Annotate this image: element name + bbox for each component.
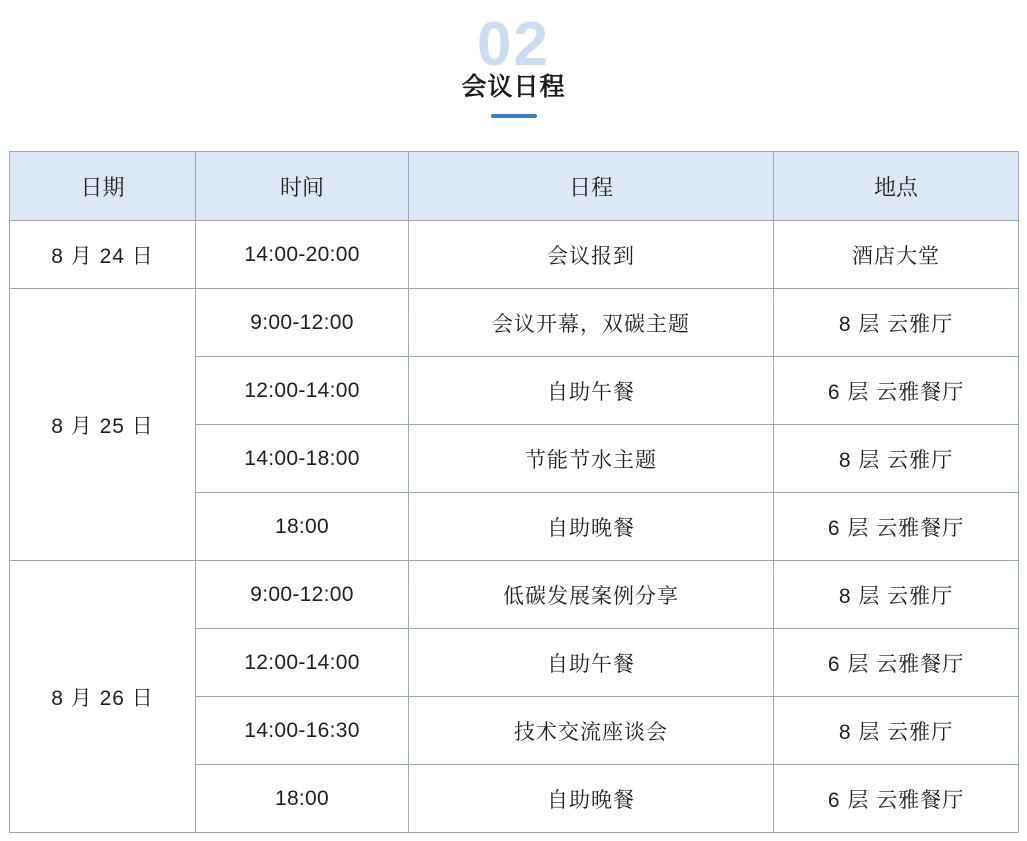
column-header-place: 地点 — [774, 152, 1019, 221]
cell-agenda: 会议报到 — [409, 221, 774, 289]
cell-time: 9:00-12:00 — [196, 561, 409, 629]
cell-time: 14:00-16:30 — [196, 697, 409, 765]
cell-agenda: 低碳发展案例分享 — [409, 561, 774, 629]
cell-agenda: 会议开幕，双碳主题 — [409, 289, 774, 357]
cell-place: 6 层 云雅餐厅 — [774, 357, 1019, 425]
cell-time: 9:00-12:00 — [196, 289, 409, 357]
schedule-table-container — [9, 151, 1018, 833]
cell-date: 8 月 26 日 — [10, 561, 196, 833]
cell-agenda: 自助午餐 — [409, 629, 774, 697]
cell-place: 8 层 云雅厅 — [774, 561, 1019, 629]
cell-place: 8 层 云雅厅 — [774, 289, 1019, 357]
table-row — [10, 561, 1019, 629]
cell-date: 8 月 25 日 — [10, 289, 196, 561]
cell-time: 18:00 — [196, 493, 409, 561]
cell-agenda: 自助午餐 — [409, 357, 774, 425]
table-header — [10, 152, 1019, 221]
cell-agenda: 技术交流座谈会 — [409, 697, 774, 765]
column-header-time: 时间 — [196, 152, 409, 221]
table-body — [10, 221, 1019, 833]
column-header-agenda: 日程 — [409, 152, 774, 221]
cell-agenda: 自助晚餐 — [409, 765, 774, 833]
cell-place: 8 层 云雅厅 — [774, 697, 1019, 765]
section-number: 02 — [477, 10, 550, 79]
cell-time: 18:00 — [196, 765, 409, 833]
cell-time: 12:00-14:00 — [196, 629, 409, 697]
title-underline — [491, 114, 537, 118]
page-title: 会议日程 — [461, 73, 566, 101]
table-row — [10, 289, 1019, 357]
cell-place: 酒店大堂 — [774, 221, 1019, 289]
table-row — [10, 221, 1019, 289]
cell-place: 6 层 云雅餐厅 — [774, 629, 1019, 697]
cell-place: 8 层 云雅厅 — [774, 425, 1019, 493]
cell-time: 14:00-20:00 — [196, 221, 409, 289]
cell-place: 6 层 云雅餐厅 — [774, 493, 1019, 561]
cell-date: 8 月 24 日 — [10, 221, 196, 289]
column-header-date: 日期 — [10, 152, 196, 221]
schedule-table — [9, 151, 1019, 833]
cell-place: 6 层 云雅餐厅 — [774, 765, 1019, 833]
page-header — [0, 0, 1027, 140]
cell-time: 12:00-14:00 — [196, 357, 409, 425]
table-header-row — [10, 152, 1019, 221]
cell-agenda: 自助晚餐 — [409, 493, 774, 561]
cell-time: 14:00-18:00 — [196, 425, 409, 493]
cell-agenda: 节能节水主题 — [409, 425, 774, 493]
